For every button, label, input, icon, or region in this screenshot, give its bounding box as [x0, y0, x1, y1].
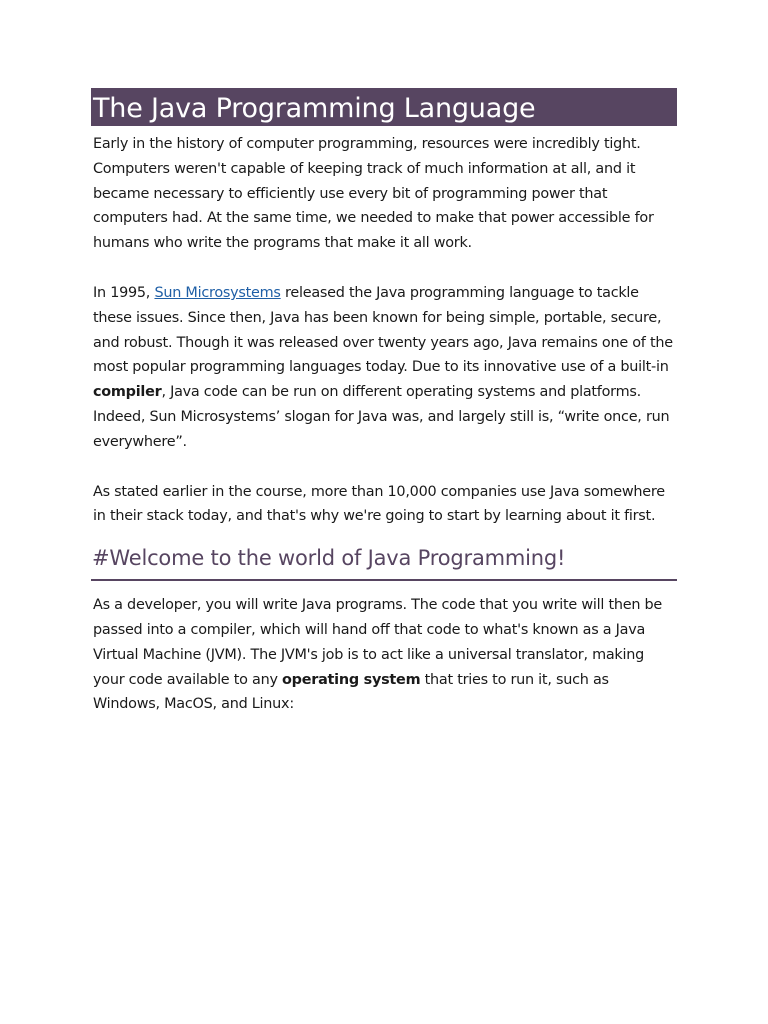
history-text-end: , Java code can be run on different operating systems and platforms. Indeed, Sun Microsystems’ slogan for Java was, and largely still is, “write once, run everywhere”.: [93, 384, 670, 450]
intro-paragraph: Early in the history of computer programming, resources were incredibly tight. Computers weren't capable of keeping track of much information at all, and it became necessary to efficiently use every bit of programming power that computers had. At the same time, we needed to make that power accessible for humans who write the programs that make it all work.: [93, 136, 654, 252]
developer-text-end: that tries to run it, such as Windows, MacOS, and Linux:: [93, 671, 609, 713]
adoption-paragraph: As stated earlier in the course, more than 10,000 companies use Java somewhere in their stack today, and that's why we're going to start by learning about it first.: [93, 483, 665, 525]
section-divider: [91, 579, 677, 581]
sun-microsystems-link[interactable]: Sun Microsystems: [154, 284, 281, 301]
document-page: [91, 88, 677, 717]
section-heading: #Welcome to the world of Java Programming!: [92, 546, 566, 571]
history-text-start: In 1995,: [93, 284, 155, 301]
developer-paragraph: [91, 593, 677, 717]
history-text-middle: released the Java programming language to tackle these issues. Since then, Java has been known for being simple, portable, secure, and robust. Though it was released over twenty years ago, Java remains one of the most popular programming languages today. Due to its innovative use of a built-in: [93, 284, 673, 376]
history-paragraph: [91, 281, 677, 455]
document-title: The Java Programming Language: [91, 88, 677, 126]
developer-text-start: As a developer, you will write Java programs. The code that you write will then be passed into a compiler, which will hand off that code to what's known as a Java Virtual Machine (JVM). The JVM's job is to act like a universal translator, making your code available to any: [93, 597, 663, 688]
compiler-term: compiler: [93, 384, 162, 401]
operating-system-term: operating system: [282, 671, 421, 688]
